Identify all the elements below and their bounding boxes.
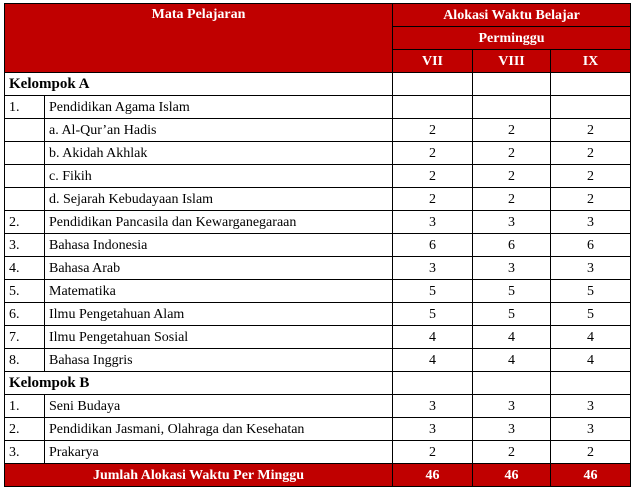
total-viii: 46	[473, 464, 551, 487]
row-number	[5, 165, 45, 188]
table-row	[5, 165, 631, 188]
hours-vii: 2	[393, 441, 473, 464]
allocation-table	[4, 3, 631, 487]
hours-vii: 2	[393, 188, 473, 211]
hours-viii: 6	[473, 234, 551, 257]
total-vii: 46	[393, 464, 473, 487]
row-number: 2.	[5, 211, 45, 234]
hours-vii	[393, 96, 473, 119]
hours-viii: 2	[473, 188, 551, 211]
hours-vii: 4	[393, 326, 473, 349]
row-number: 3.	[5, 441, 45, 464]
hours-ix: 2	[551, 188, 631, 211]
hours-vii: 3	[393, 257, 473, 280]
table-row	[5, 234, 631, 257]
hours-vii: 5	[393, 303, 473, 326]
header-row-1	[5, 4, 631, 27]
subject-column-header: Mata Pelajaran	[5, 4, 393, 73]
hours-ix: 3	[551, 257, 631, 280]
subject-name: a. Al-Qur’an Hadis	[45, 119, 393, 142]
hours-vii: 2	[393, 142, 473, 165]
row-number: 7.	[5, 326, 45, 349]
empty-cell	[473, 372, 551, 395]
empty-cell	[473, 73, 551, 96]
table-row	[5, 349, 631, 372]
empty-cell	[393, 372, 473, 395]
hours-vii: 6	[393, 234, 473, 257]
hours-vii: 3	[393, 395, 473, 418]
hours-ix: 2	[551, 441, 631, 464]
row-number: 5.	[5, 280, 45, 303]
hours-ix: 2	[551, 165, 631, 188]
subject-name: Prakarya	[45, 441, 393, 464]
alloc-sub-header: Perminggu	[393, 27, 631, 50]
hours-viii: 2	[473, 119, 551, 142]
table-row	[5, 418, 631, 441]
hours-ix: 6	[551, 234, 631, 257]
hours-ix: 2	[551, 119, 631, 142]
table-row	[5, 395, 631, 418]
grade-ix-header: IX	[551, 50, 631, 73]
hours-vii: 4	[393, 349, 473, 372]
empty-cell	[551, 73, 631, 96]
hours-vii: 2	[393, 165, 473, 188]
empty-cell	[393, 73, 473, 96]
table-row	[5, 142, 631, 165]
hours-viii: 5	[473, 280, 551, 303]
hours-viii: 4	[473, 349, 551, 372]
total-label: Jumlah Alokasi Waktu Per Minggu	[5, 464, 393, 487]
subject-name: Seni Budaya	[45, 395, 393, 418]
subject-name: Ilmu Pengetahuan Sosial	[45, 326, 393, 349]
group-b-title: Kelompok B	[5, 372, 393, 395]
hours-ix	[551, 96, 631, 119]
hours-viii: 3	[473, 257, 551, 280]
hours-ix: 5	[551, 280, 631, 303]
subject-name: Pendidikan Pancasila dan Kewarganegaraan	[45, 211, 393, 234]
row-number: 3.	[5, 234, 45, 257]
hours-viii: 4	[473, 326, 551, 349]
alloc-title-header: Alokasi Waktu Belajar	[393, 4, 631, 27]
table-row	[5, 211, 631, 234]
row-number: 8.	[5, 349, 45, 372]
hours-viii: 3	[473, 418, 551, 441]
hours-vii: 5	[393, 280, 473, 303]
subject-name: Pendidikan Agama Islam	[45, 96, 393, 119]
hours-ix: 2	[551, 142, 631, 165]
hours-vii: 3	[393, 211, 473, 234]
row-number	[5, 188, 45, 211]
row-number: 2.	[5, 418, 45, 441]
table-row	[5, 119, 631, 142]
subject-name: b. Akidah Akhlak	[45, 142, 393, 165]
subject-name: d. Sejarah Kebudayaan Islam	[45, 188, 393, 211]
row-number	[5, 142, 45, 165]
hours-viii: 2	[473, 165, 551, 188]
subject-name: Ilmu Pengetahuan Alam	[45, 303, 393, 326]
row-number: 1.	[5, 96, 45, 119]
table-row	[5, 441, 631, 464]
group-a-title: Kelompok A	[5, 73, 393, 96]
subject-name: c. Fikih	[45, 165, 393, 188]
grade-vii-header: VII	[393, 50, 473, 73]
table-row	[5, 280, 631, 303]
hours-ix: 3	[551, 211, 631, 234]
total-ix: 46	[551, 464, 631, 487]
hours-ix: 4	[551, 349, 631, 372]
hours-viii: 5	[473, 303, 551, 326]
hours-viii: 3	[473, 211, 551, 234]
hours-vii: 2	[393, 119, 473, 142]
row-number: 4.	[5, 257, 45, 280]
table-row	[5, 257, 631, 280]
hours-viii: 2	[473, 142, 551, 165]
table-row	[5, 326, 631, 349]
hours-ix: 5	[551, 303, 631, 326]
hours-viii	[473, 96, 551, 119]
subject-name: Matematika	[45, 280, 393, 303]
hours-viii: 2	[473, 441, 551, 464]
subject-name: Bahasa Indonesia	[45, 234, 393, 257]
group-a-row	[5, 73, 631, 96]
subject-name: Bahasa Arab	[45, 257, 393, 280]
hours-ix: 4	[551, 326, 631, 349]
row-number: 1.	[5, 395, 45, 418]
row-number: 6.	[5, 303, 45, 326]
total-row	[5, 464, 631, 487]
hours-ix: 3	[551, 395, 631, 418]
group-b-row	[5, 372, 631, 395]
empty-cell	[551, 372, 631, 395]
row-number	[5, 119, 45, 142]
subject-name: Pendidikan Jasmani, Olahraga dan Kesehatan	[45, 418, 393, 441]
hours-ix: 3	[551, 418, 631, 441]
table-row	[5, 96, 631, 119]
table-row	[5, 303, 631, 326]
subject-name: Bahasa Inggris	[45, 349, 393, 372]
hours-viii: 3	[473, 395, 551, 418]
hours-vii: 3	[393, 418, 473, 441]
table-row	[5, 188, 631, 211]
grade-viii-header: VIII	[473, 50, 551, 73]
